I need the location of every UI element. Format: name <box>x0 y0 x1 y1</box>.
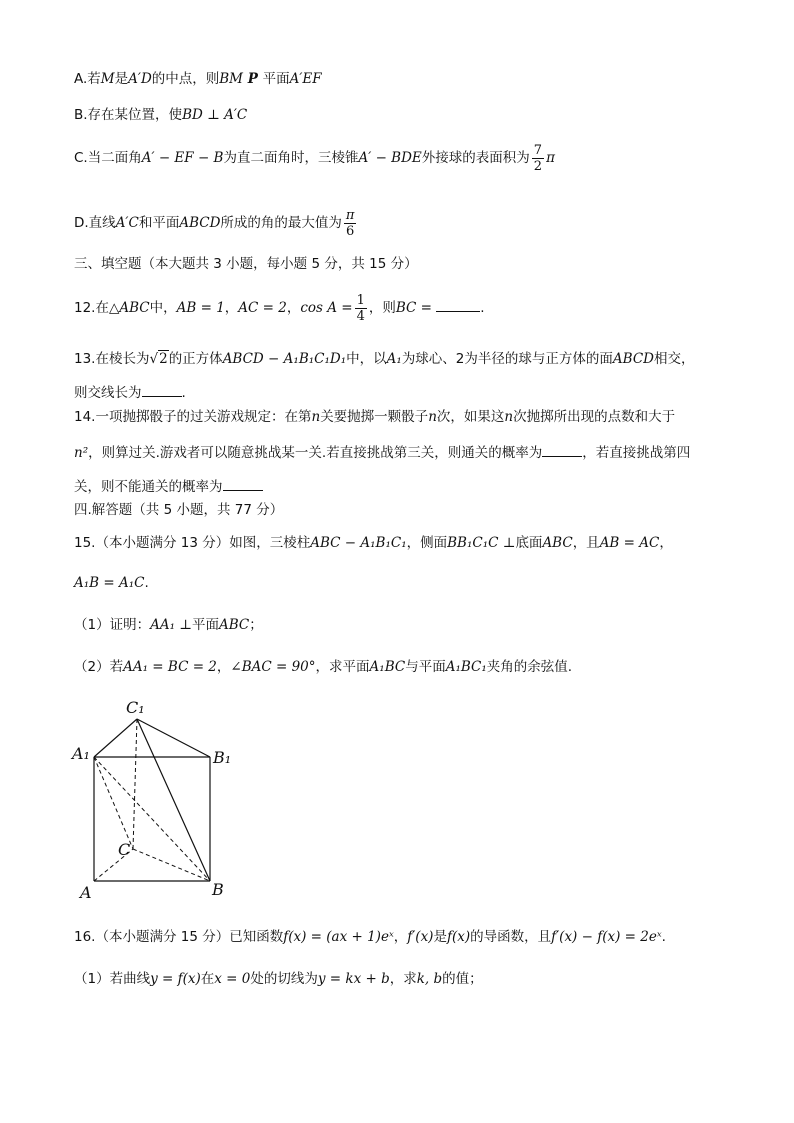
q15-l2a: A₁B = A₁C <box>74 575 145 591</box>
q15-l1i: ， <box>659 535 673 551</box>
q15-p2d: ∠BAC = 90° <box>230 659 316 675</box>
label-c: C <box>118 840 131 859</box>
option-a-t1: 是 <box>114 71 129 87</box>
q16-l1c: ， <box>393 929 408 945</box>
edge-c1-b <box>137 719 210 881</box>
option-b <box>74 104 734 126</box>
option-b-t1: BD ⊥ A′C <box>182 107 248 123</box>
edge-c-b <box>133 849 210 881</box>
q15-p1e: ； <box>249 617 263 633</box>
option-a-t6: A′EF <box>289 71 322 87</box>
option-c-label: C.当二面角 <box>74 150 142 166</box>
q13-l1f: 为球心、2为半径的球与正方体的面 <box>401 351 613 367</box>
q15-l1h: AB = AC <box>599 535 660 551</box>
option-d <box>74 205 734 241</box>
q12-t5: AC = 2 <box>238 300 287 316</box>
q16-p1f: y = kx + b <box>317 971 390 987</box>
option-a-var: M <box>100 71 115 87</box>
frac-den: 6 <box>346 223 355 239</box>
q16-p1e: 处的切线为 <box>250 971 318 987</box>
q15-l2b: . <box>144 575 149 591</box>
option-d-t4: 所成的角的最大值为 <box>220 215 342 231</box>
q15-p2g: 与平面 <box>405 659 446 675</box>
option-c-t3: A′ − BDE <box>358 150 422 166</box>
option-d-t1: A′C <box>115 215 139 231</box>
option-d-t2: 和平面 <box>138 215 180 231</box>
frac-num: 7 <box>533 142 543 158</box>
label-a1: A₁ <box>72 744 90 763</box>
q14-l1e: 次，如果这 <box>436 409 505 425</box>
prism-figure <box>70 695 240 905</box>
q12-t6: ， <box>286 300 301 316</box>
q14-l1g: 次抛掷所出现的点数和大于 <box>513 409 676 425</box>
option-a-t2: A′D <box>128 71 152 87</box>
question-13-line-1 <box>74 348 734 370</box>
fraction-1-4 <box>355 293 367 324</box>
section-4-title: 四.解答题（共 5 小题，共 77 分） <box>74 502 284 518</box>
q16-p1h: k, b <box>416 971 443 987</box>
answer-blank <box>436 299 480 312</box>
question-13-line-2 <box>74 382 734 404</box>
label-b1: B₁ <box>213 748 232 767</box>
question-16-line-1 <box>74 926 734 948</box>
label-a: A <box>80 883 92 902</box>
q15-l1a: 15.（本小题满分 13 分）如图，三棱柱 <box>74 535 311 551</box>
question-14-line-2 <box>74 442 734 464</box>
q15-p1b: AA₁ ⊥ <box>150 617 192 633</box>
q15-p2a: （2）若 <box>74 659 124 675</box>
q15-l1e: 底面 <box>515 535 543 551</box>
option-c <box>74 140 734 176</box>
q16-l1g: 的导函数，且 <box>470 929 552 945</box>
q12-t3: AB = 1 <box>176 300 225 316</box>
q13-l1a: 13.在棱长为 <box>74 351 150 367</box>
q12-t1: △ABC <box>108 300 150 316</box>
question-12 <box>74 290 734 326</box>
q16-p1a: （1）若曲线 <box>74 971 151 987</box>
q15-p2i: 夹角的余弦值. <box>486 659 573 675</box>
q13-l2a: 则交线长为 <box>74 385 142 401</box>
q14-l1b: n <box>311 409 321 425</box>
q12-t4: ， <box>224 300 239 316</box>
edge-c1-b1 <box>137 719 210 757</box>
q13-l1b: 的正方体 <box>168 351 223 367</box>
q12-t7: cos A = <box>300 300 353 316</box>
q16-l1f: f(x) <box>446 929 471 945</box>
question-15-part-2 <box>74 656 734 678</box>
question-15-line-2 <box>74 572 734 594</box>
q12-end: . <box>480 300 485 316</box>
q16-l1h: f′(x) − f(x) = 2eˣ <box>551 929 662 945</box>
option-d-t3: ABCD <box>179 215 221 231</box>
answer-blank <box>542 444 582 457</box>
question-14-line-1 <box>74 406 734 428</box>
q15-p1c: 平面 <box>192 617 219 633</box>
sqrt-symbol: √2 <box>149 351 168 367</box>
parallel-symbol: P <box>243 71 263 87</box>
question-16-part-1 <box>74 968 734 990</box>
question-14-line-3 <box>74 476 734 498</box>
option-b-label: B.存在某位置，使 <box>74 107 183 123</box>
q15-p2c: ， <box>216 659 231 675</box>
q16-l1d: f′(x) <box>407 929 434 945</box>
q15-p2h: A₁BC₁ <box>445 659 487 675</box>
answer-blank <box>223 478 263 491</box>
frac-den: 4 <box>356 308 365 324</box>
q15-p2f: A₁BC <box>369 659 406 675</box>
q13-l1e: A₁ <box>386 351 402 367</box>
q12-t8: ，则 <box>368 300 396 316</box>
q16-p1g: ，求 <box>389 971 417 987</box>
q13-l1g: ABCD <box>612 351 654 367</box>
q14-l2c: ，若直接挑战第四 <box>582 445 691 461</box>
q15-l1g: ，且 <box>572 535 600 551</box>
q12-t9: BC = <box>395 300 432 316</box>
q12-t2: 中， <box>149 300 177 316</box>
label-c1: C₁ <box>126 698 145 717</box>
prism-solid-edges <box>94 719 210 881</box>
q16-l1b: f(x) = (ax + 1)eˣ <box>283 929 394 945</box>
q15-p2e: ，求平面 <box>315 659 370 675</box>
edge-a1-c <box>94 757 133 849</box>
q13-l2b: . <box>181 385 186 401</box>
edge-c1-c <box>133 719 137 849</box>
q13-l1c: ABCD − A₁B₁C₁D₁ <box>222 351 347 367</box>
edge-a1-c1 <box>94 719 137 757</box>
prism-hidden-edges <box>94 719 210 881</box>
option-c-t2: 为直二面角时，三棱锥 <box>223 150 359 166</box>
q13-l1h: 相交， <box>653 351 695 367</box>
option-c-t4: 外接球的表面积为 <box>421 150 530 166</box>
q15-p1a: （1）证明： <box>74 617 151 633</box>
answer-blank <box>142 384 182 397</box>
q14-l2a: n² <box>74 445 89 461</box>
q12-label: 12.在 <box>74 300 109 316</box>
q16-p1c: 在 <box>200 971 215 987</box>
fraction-7-2 <box>532 143 544 174</box>
option-a-label: A.若 <box>74 71 101 87</box>
q14-l1d: n <box>428 409 437 425</box>
section-3-title: 三、填空题（本大题共 3 小题，每小题 5 分，共 15 分） <box>74 256 418 272</box>
q14-l3a: 关，则不能通关的概率为 <box>74 479 223 495</box>
question-15-line-1 <box>74 532 734 554</box>
option-c-t1: A′ − EF − B <box>141 150 224 166</box>
q14-l1f: n <box>504 409 514 425</box>
q14-l1a: 14.一项抛掷骰子的过关游戏规定：在第 <box>74 409 312 425</box>
q16-l1a: 16.（本小题满分 15 分）已知函数 <box>74 929 284 945</box>
q13-l1d: 中，以 <box>346 351 387 367</box>
q16-p1d: x = 0 <box>214 971 251 987</box>
q16-p1i: 的值； <box>442 971 483 987</box>
q15-p2b: AA₁ = BC = 2 <box>123 659 217 675</box>
question-15-part-1 <box>74 614 734 636</box>
q16-l1i: . <box>661 929 666 945</box>
q15-l1d: BB₁C₁C ⊥ <box>447 535 516 551</box>
q16-p1b: y = f(x) <box>150 971 201 987</box>
option-a-t4: BM <box>219 71 244 87</box>
option-a <box>74 68 734 90</box>
option-a-t3: 的中点，则 <box>151 71 220 87</box>
label-b: B <box>212 880 224 899</box>
edge-a1-b <box>94 757 210 881</box>
q15-p1d: ABC <box>219 617 250 633</box>
q15-l1c: ，侧面 <box>406 535 448 551</box>
q14-l1c: 关要抛掷一颗骰子 <box>320 409 429 425</box>
frac-num: π <box>345 207 355 223</box>
sqrt-radicand: 2 <box>159 351 168 367</box>
q15-l1b: ABC − A₁B₁C₁ <box>310 535 407 551</box>
q16-l1e: 是 <box>433 929 447 945</box>
q14-l2b: ，则算过关.游戏者可以随意挑战某一关.若直接挑战第三关，则通关的概率为 <box>88 445 543 461</box>
frac-den: 2 <box>533 158 543 174</box>
option-a-t5: 平面 <box>262 71 290 87</box>
fraction-pi-6 <box>344 208 357 239</box>
pi-symbol: π <box>546 150 555 166</box>
option-d-label: D.直线 <box>74 215 116 231</box>
q15-l1f: ABC <box>542 535 573 551</box>
frac-num: 1 <box>356 292 365 308</box>
